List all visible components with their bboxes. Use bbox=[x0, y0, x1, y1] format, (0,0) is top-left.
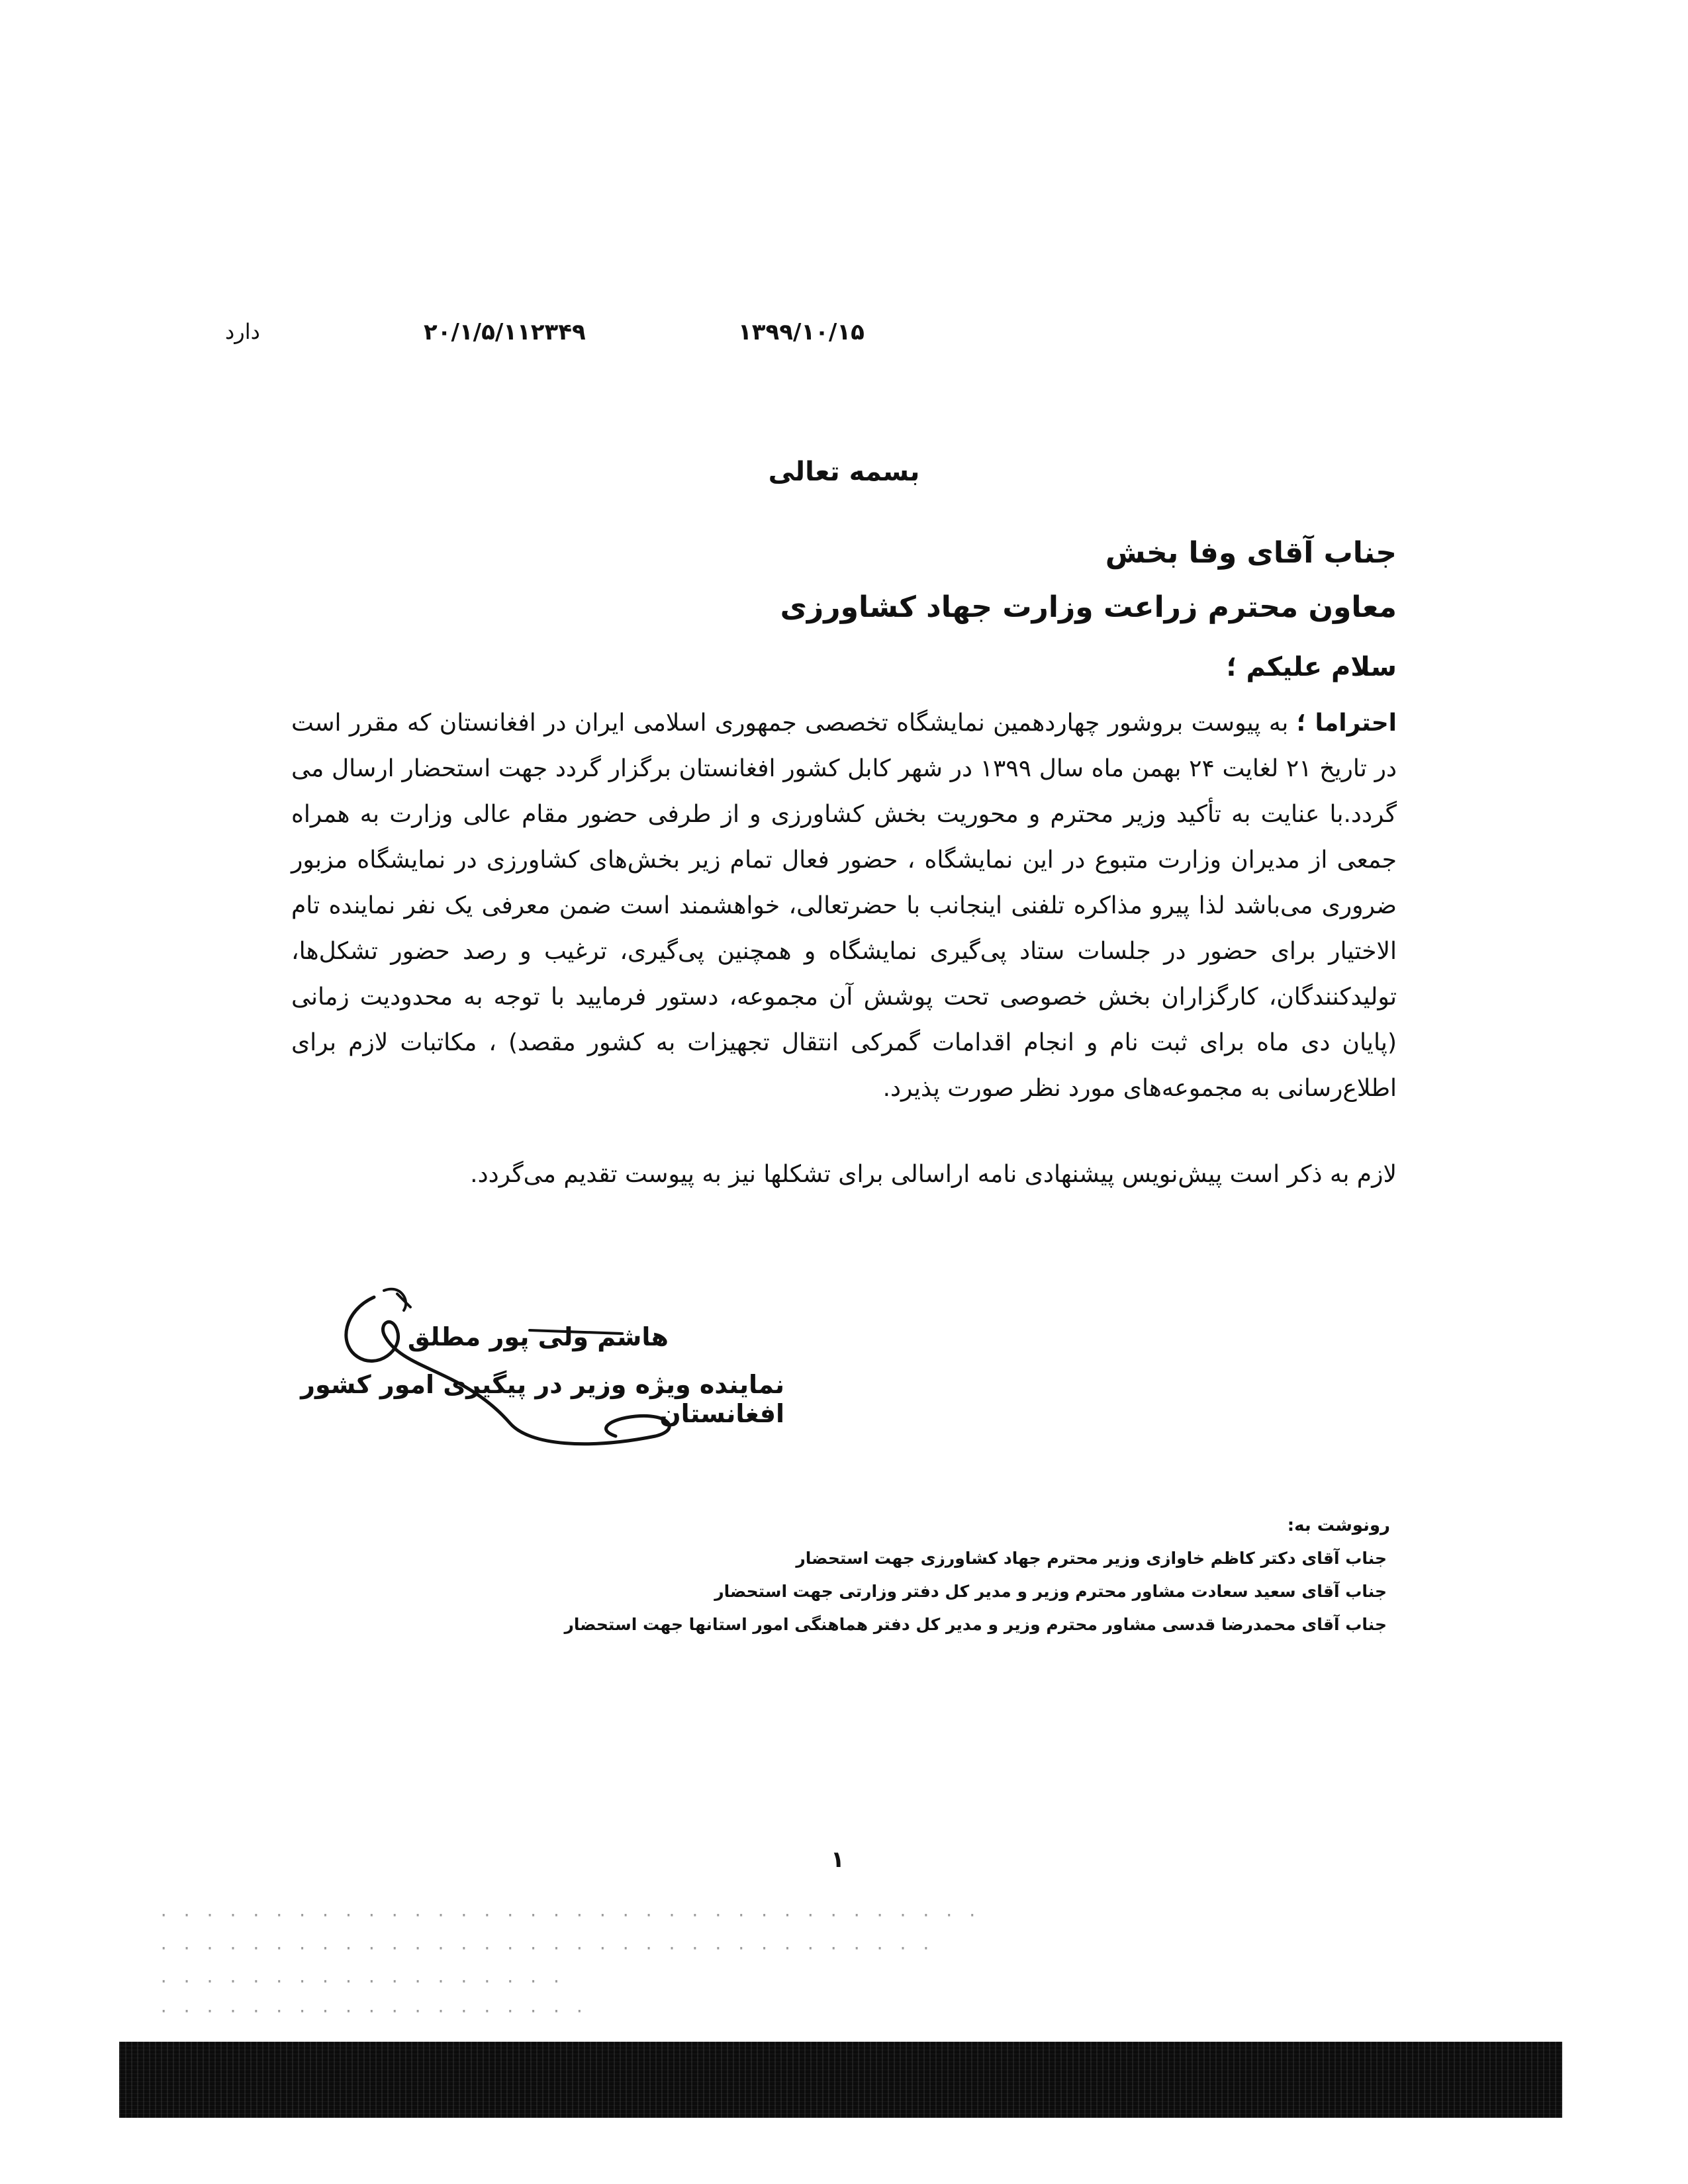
salutation: سلام علیکم ؛ bbox=[1226, 652, 1397, 682]
cc-item: جناب آقای محمدرضا قدسی مشاور محترم وزیر و مدیر کل دفتر هماهنگی امور استانها جهت استحضار bbox=[564, 1615, 1387, 1634]
footer-faded-line: · · · · · · · · · · · · · · · · · · · · · · · · · · · · · · · · · · bbox=[159, 1939, 933, 1958]
signer-name: هاشم ولی پور مطلق bbox=[407, 1322, 669, 1351]
signer-title: نماینده ویژه وزیر در پیگیری امور کشور افغانستان bbox=[301, 1370, 784, 1428]
recipient-title: معاون محترم زراعت وزارت جهاد کشاورزی bbox=[780, 590, 1397, 624]
letter-number: ۲۰/۱/۵/۱۱۲۳۴۹ bbox=[424, 319, 586, 345]
body-closing: لازم به ذکر است پیش‌نویس پیشنهادی نامه اراسالی برای تشکلها نیز به پیوست تقدیم می‌گردد. bbox=[470, 1161, 1397, 1188]
cc-item: جناب آقای دکتر کاظم خاوازی وزیر محترم جهاد کشاورزی جهت استحضار bbox=[796, 1549, 1387, 1568]
body-paragraph: به پیوست بروشور چهاردهمین نمایشگاه تخصصی جمهوری اسلامی ایران در افغانستان که مقرر است در تاریخ ۲۱ لغایت ۲۴ بهمن ماه سال ۱۳۹۹ در شهر کابل کشور افغانستان برگزار گردد جهت استحضار ارسال می گردد.با عنایت به تأکید وزیر محترم و محوریت بخش کشاورزی و از طرفی حضور مقام عالی وزارت به همراه جمعی از مدیران وزارت متبوع در این نمایشگاه ، حضور فعال تمام زیر بخش‌های کشاورزی در نمایشگاه مزبور ضروری می‌باشد لذا پیرو مذاکره تلفنی اینجانب با حضرتعالی، خواهشمند است ضمن معرفی یک نفر نماینده تام الاختیار برای حضور در جلسات ستاد پی‌گیری نمایشگاه و همچنین پی‌گیری، ترغیب و رصد حضور تشکل‌ها، تولیدکنندگان، کارگزاران بخش خصوصی تحت پوشش آن مجموعه، دستور فرمایید با توجه به محدودیت زمانی (پایان دی ماه برای ثبت نام و انجام اقدامات گمرکی انتقال تجهیزات به کشور مقصد) ، مکاتبات لازم برای اطلاع‌رسانی به مجموعه‌های مورد نظر صورت پذیرد. bbox=[291, 709, 1397, 1102]
recipient-name: جناب آقای وفا بخش bbox=[1105, 536, 1397, 570]
footer-faded-line: · · · · · · · · · · · · · · · · · · · · · · · · · · · · · · · · · · · · bbox=[159, 1906, 979, 1925]
cc-item: جناب آقای سعید سعادت مشاور محترم وزیر و مدیر کل دفتر وزارتی جهت استحضار bbox=[714, 1582, 1387, 1601]
footer-faded-line: · · · · · · · · · · · · · · · · · · · bbox=[159, 2002, 586, 2021]
letter-body bbox=[291, 700, 1397, 1111]
letter-date: ۱۳۹۹/۱۰/۱۵ bbox=[738, 319, 865, 345]
attachment-status: دارد bbox=[225, 319, 260, 344]
page-number: ۱ bbox=[831, 1846, 845, 1873]
cc-label: رونوشت به: bbox=[1287, 1516, 1390, 1535]
body-lead: احتراما ؛ bbox=[1296, 709, 1397, 737]
footer-scan-band bbox=[119, 2042, 1562, 2118]
letter-heading: بسمه تعالی bbox=[768, 457, 920, 487]
footer-faded-line: · · · · · · · · · · · · · · · · · · bbox=[159, 1972, 563, 1991]
